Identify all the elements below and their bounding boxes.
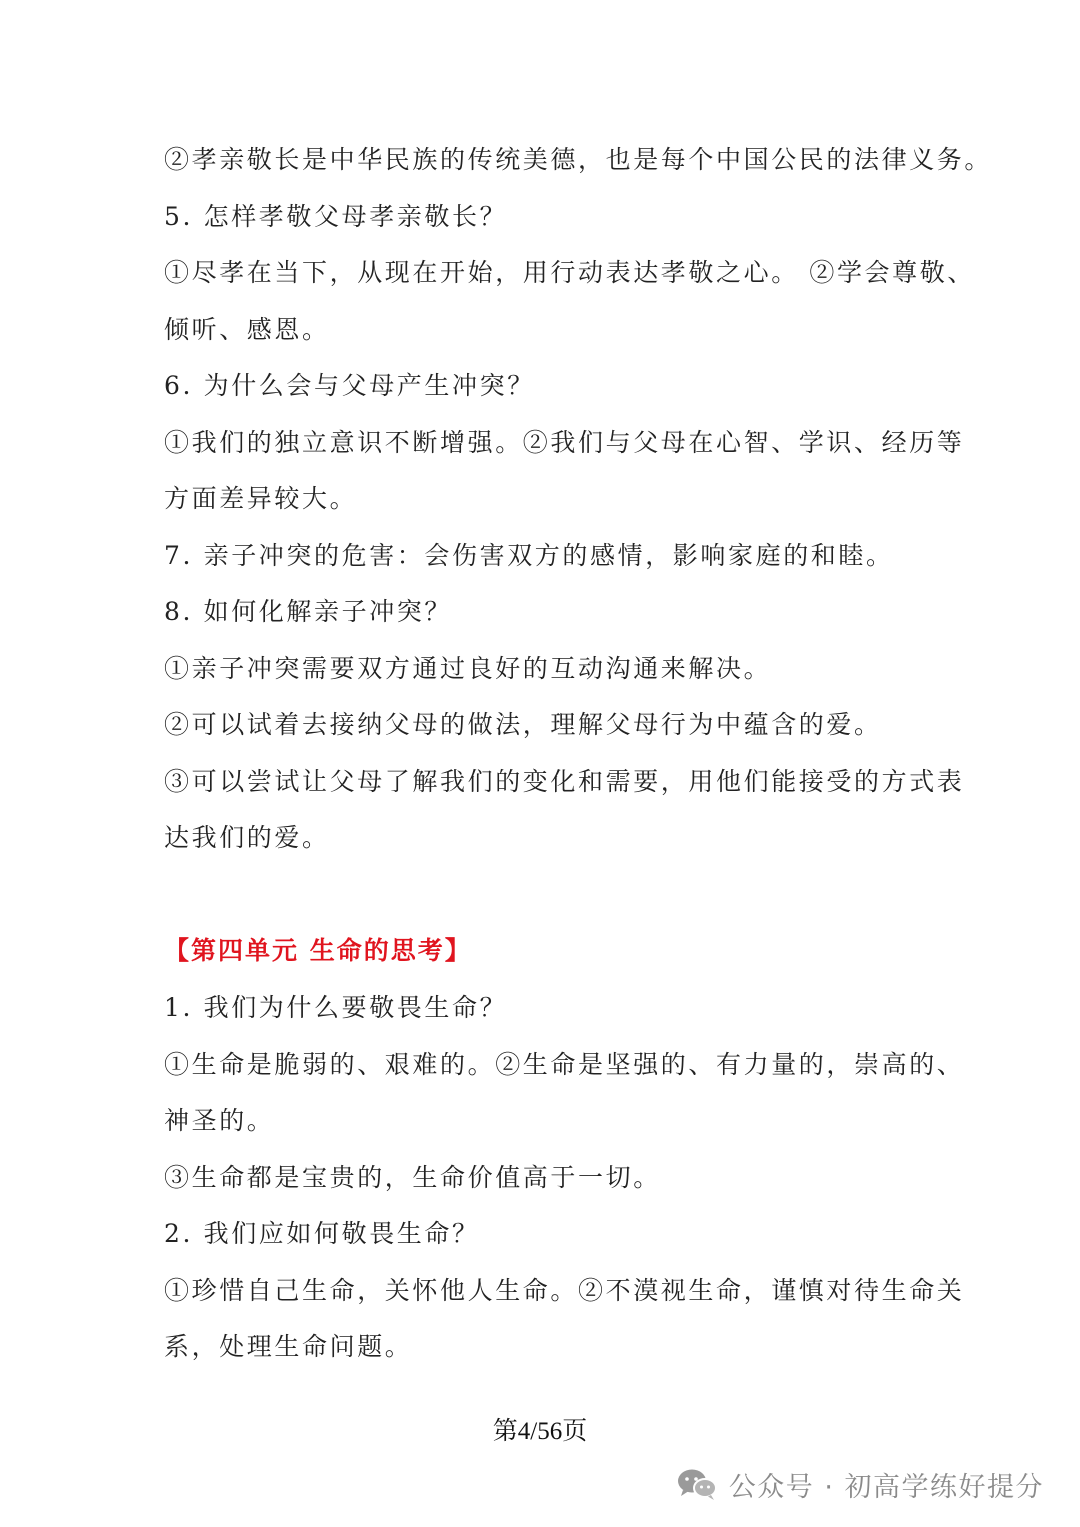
text-line: ①我们的独立意识不断增强。②我们与父母在心智、学识、经历等	[164, 428, 965, 457]
text-line: ②孝亲敬长是中华民族的传统美德，也是每个中国公民的法律义务。	[164, 145, 993, 174]
question-line: 8. 如何化解亲子冲突？	[164, 597, 453, 626]
text-line: ①生命是脆弱的、艰难的。②生命是坚强的、有力量的，崇高的、	[164, 1050, 965, 1079]
text-line: 神圣的。	[164, 1106, 275, 1135]
text-line: ①珍惜自己生命，关怀他人生命。②不漠视生命，谨慎对待生命关	[164, 1276, 965, 1305]
text-line: ①亲子冲突需要双方通过良好的互动沟通来解决。	[164, 654, 772, 683]
text-line: ②可以试着去接纳父母的做法，理解父母行为中蕴含的爱。	[164, 710, 882, 739]
text-line: ③可以尝试让父母了解我们的变化和需要，用他们能接受的方式表	[164, 767, 965, 796]
text-line: 达我们的爱。	[164, 823, 330, 852]
watermark	[675, 1462, 1044, 1506]
question-line: 2. 我们应如何敬畏生命？	[164, 1219, 480, 1248]
watermark-text: 公众号 · 初高学练好提分	[728, 1471, 1044, 1503]
question-line: 5. 怎样孝敬父母孝亲敬长？	[164, 202, 508, 231]
text-line: ①尽孝在当下，从现在开始，用行动表达孝敬之心。 ②学会尊敬、	[164, 258, 975, 287]
text-line: 方面差异较大。	[164, 484, 358, 513]
page-number: 第4/56页	[492, 1418, 588, 1445]
question-line: 7. 亲子冲突的危害：会伤害双方的感情，影响家庭的和睦。	[164, 541, 894, 570]
text-line: 倾听、感恩。	[164, 315, 330, 344]
wechat-icon	[675, 1466, 719, 1502]
question-line: 1. 我们为什么要敬畏生命？	[164, 993, 508, 1022]
text-line: 系，处理生命问题。	[164, 1332, 413, 1361]
text-line: ③生命都是宝贵的，生命价值高于一切。	[164, 1163, 661, 1192]
section-heading: 【第四单元 生命的思考】	[164, 936, 472, 965]
question-line: 6. 为什么会与父母产生冲突？	[164, 371, 535, 400]
